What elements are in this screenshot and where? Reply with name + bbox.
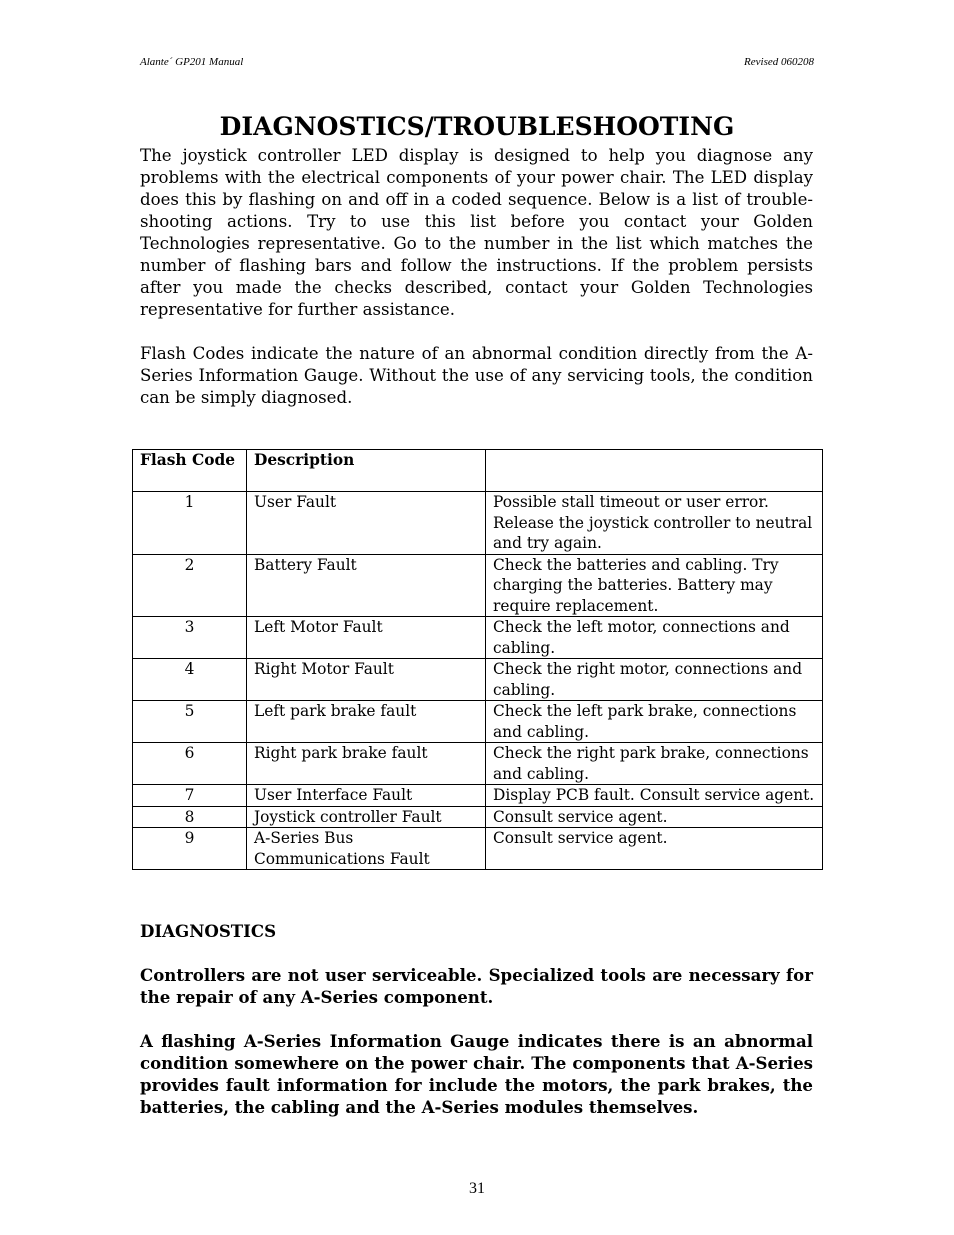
table-row xyxy=(133,701,823,743)
flash-code-cell: 1 xyxy=(133,492,247,555)
table-row xyxy=(133,492,823,555)
header-flash-code: Flash Code xyxy=(133,450,247,492)
description-cell: Joystick controller Fault xyxy=(247,806,486,828)
description-cell: User Fault xyxy=(247,492,486,555)
flash-code-table xyxy=(132,449,823,870)
header-action xyxy=(486,450,823,492)
intro-paragraph: The joystick controller LED display is designed to help you diagnose any problems with the electrical components of your power chair. The LED display does this by flashing on and off in a coded sequence. Below is a list of trouble-shooting actions. Try to use this list before you contact your Golden Technologies representative. Go to the number in the list which matches the number of flashing bars and follow the instructions. If the problem persists after you made the checks described, contact your Golden Technologies representative for further assistance. xyxy=(140,146,813,319)
flash-code-cell: 3 xyxy=(133,617,247,659)
action-cell: Check the left motor, connections and cabling. xyxy=(486,617,823,659)
flash-code-cell: 2 xyxy=(133,554,247,617)
table-row xyxy=(133,659,823,701)
action-cell: Possible stall timeout or user error. Release the joystick controller to neutral and try again. xyxy=(486,492,823,555)
flash-code-cell: 4 xyxy=(133,659,247,701)
description-cell: Left park brake fault xyxy=(247,701,486,743)
description-cell: Right park brake fault xyxy=(247,743,486,785)
action-cell: Check the right park brake, connections and cabling. xyxy=(486,743,823,785)
table-row xyxy=(133,743,823,785)
table-row xyxy=(133,617,823,659)
action-cell: Check the left park brake, connections and cabling. xyxy=(486,701,823,743)
header-description: Description xyxy=(247,450,486,492)
page-number: 31 xyxy=(469,1180,485,1197)
action-cell: Consult service agent. xyxy=(486,806,823,828)
table-body xyxy=(133,492,823,870)
diagnostics-paragraph-2: A flashing A-Series Information Gauge indicates there is an abnormal condition somewhere on the power chair. The components that A-Series provides fault information for include the motors, the park brakes, the batteries, the cabling and the A-Series modules themselves. xyxy=(140,1031,813,1117)
description-cell: Right Motor Fault xyxy=(247,659,486,701)
flash-code-cell: 9 xyxy=(133,828,247,870)
diagnostics-paragraph-1: Controllers are not user serviceable. Specialized tools are necessary for the repair of any A-Series component. xyxy=(140,965,813,1007)
flash-codes-paragraph: Flash Codes indicate the nature of an abnormal condition directly from the A-Series Information Gauge. Without the use of any servicing tools, the condition can be simply diagnosed. xyxy=(140,344,813,407)
description-cell: Battery Fault xyxy=(247,554,486,617)
flash-code-cell: 7 xyxy=(133,785,247,807)
action-cell: Check the right motor, connections and cabling. xyxy=(486,659,823,701)
table-row xyxy=(133,806,823,828)
description-cell: Left Motor Fault xyxy=(247,617,486,659)
table-row xyxy=(133,554,823,617)
description-cell: A-Series Bus Communications Fault xyxy=(247,828,486,870)
page-title: DIAGNOSTICS/TROUBLESHOOTING xyxy=(219,112,735,141)
header-manual-title: Alante´ GP201 Manual xyxy=(140,56,244,68)
action-cell: Display PCB fault. Consult service agent. xyxy=(486,785,823,807)
flash-code-cell: 5 xyxy=(133,701,247,743)
header-revision: Revised 060208 xyxy=(744,56,814,68)
table-header-row xyxy=(133,450,823,492)
action-cell: Check the batteries and cabling. Try charging the batteries. Battery may require replacement. xyxy=(486,554,823,617)
table-row xyxy=(133,828,823,870)
flash-code-cell: 6 xyxy=(133,743,247,785)
action-cell: Consult service agent. xyxy=(486,828,823,870)
diagnostics-heading: DIAGNOSTICS xyxy=(140,921,277,941)
description-cell: User Interface Fault xyxy=(247,785,486,807)
flash-code-cell: 8 xyxy=(133,806,247,828)
table-row xyxy=(133,785,823,807)
